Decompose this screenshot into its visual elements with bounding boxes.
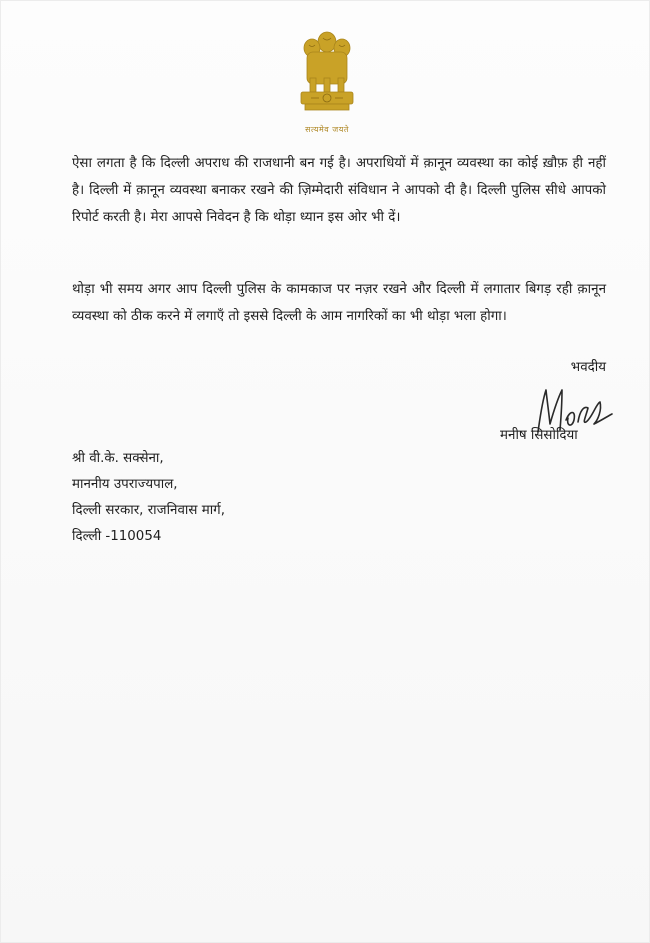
recipient-address: [72, 446, 225, 550]
recipient-office: दिल्ली सरकार, राजनिवास मार्ग,: [72, 503, 225, 518]
body-paragraph-1: ऐसा लगता है कि दिल्ली अपराध की राजधानी बन गई है। अपराधियों में क़ानून व्यवस्था का कोई ख़ौफ़ ही नहीं है। दिल्ली में क़ानून व्यवस्था बनाकर रखने की ज़िम्मेदारी संविधान ने आपको दी है। दिल्ली पुलिस सीधे आपको रिपोर्ट करती है। मेरा आपसे निवेदन है कि थोड़ा ध्यान इस ओर भी दें।: [72, 156, 606, 225]
closing-salutation: भवदीय: [570, 360, 606, 375]
state-emblem: [287, 28, 367, 138]
recipient-city: दिल्ली -110054: [72, 529, 162, 544]
signer-name: मनीष सिसोदिया: [500, 428, 578, 443]
lion-capital-icon: [297, 28, 357, 120]
recipient-name: श्री वी.के. सक्सेना,: [72, 451, 164, 466]
body-paragraph-2: थोड़ा भी समय अगर आप दिल्ली पुलिस के कामकाज पर नज़र रखने और दिल्ली में लगातार बिगड़ रही क़ानून व्यवस्था को ठीक करने में लगाएँ तो इससे दिल्ली के आम नागरिकों का भी थोड़ा भला होगा।: [72, 282, 606, 324]
emblem-motto: सत्यमेव जयते: [305, 125, 349, 134]
recipient-title: माननीय उपराज्यपाल,: [72, 477, 178, 492]
